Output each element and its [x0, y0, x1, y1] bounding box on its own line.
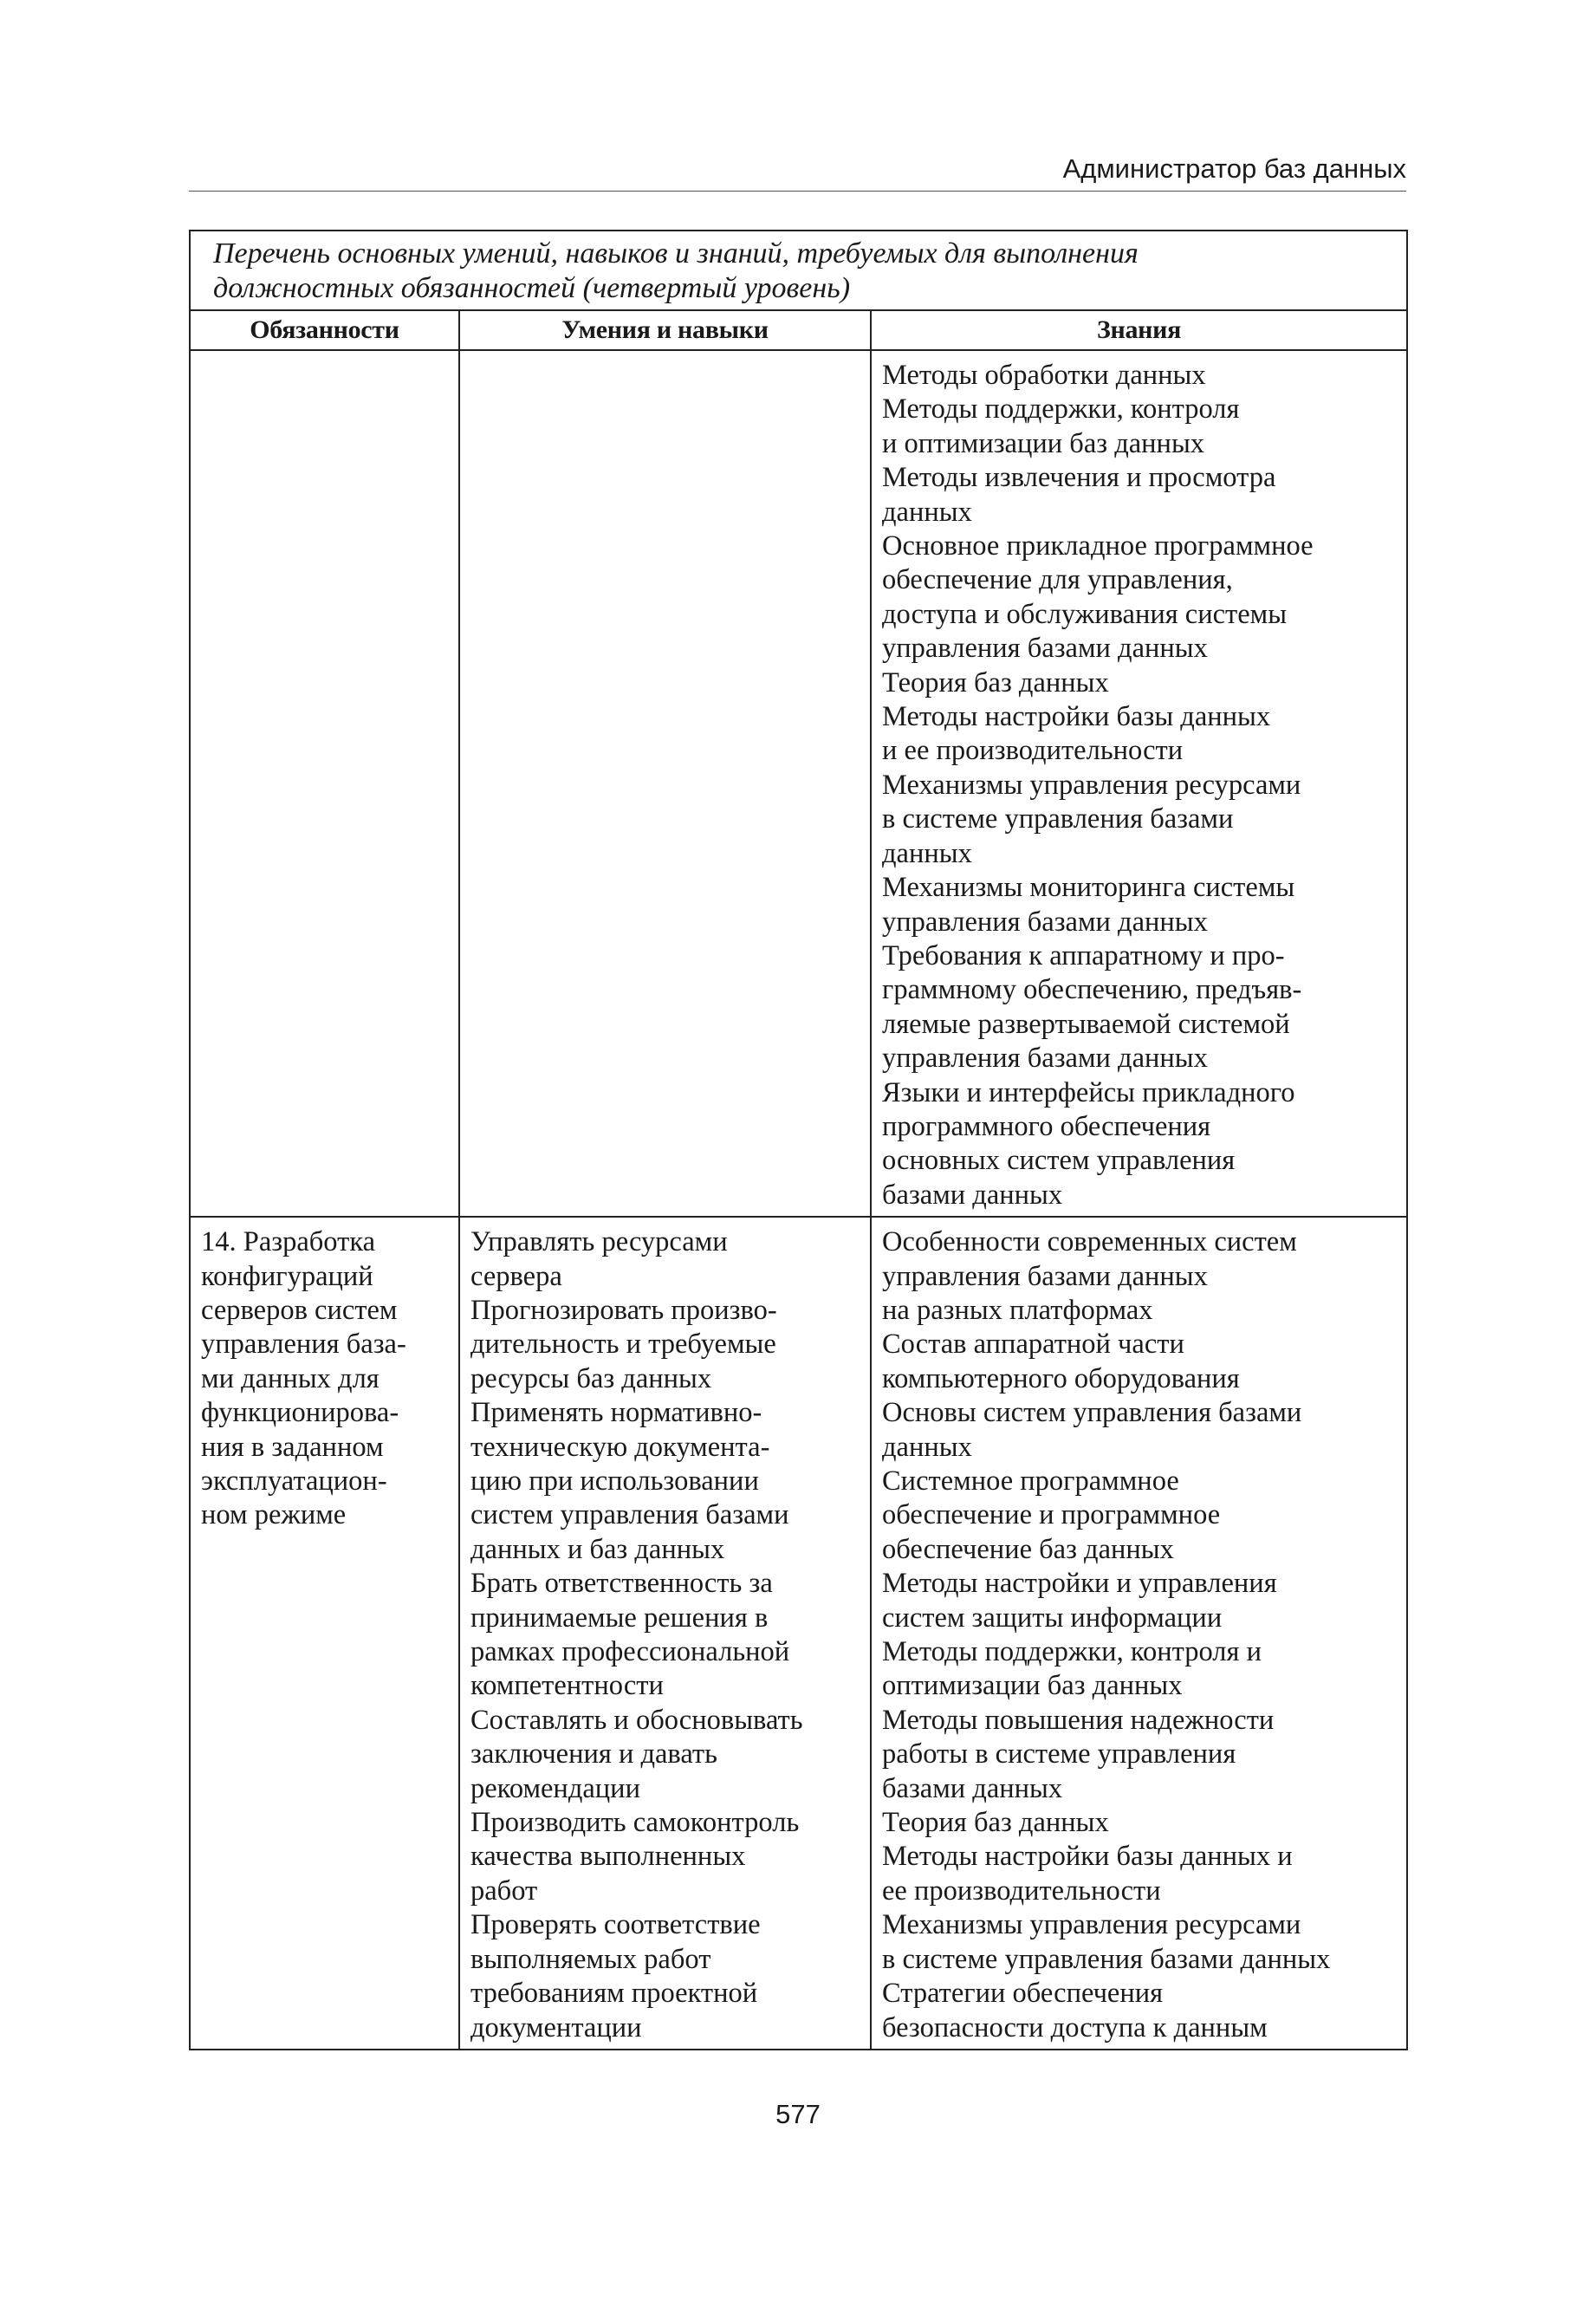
knowledge-line: Методы настройки базы данных: [882, 701, 1271, 733]
knowledge-cell: [871, 350, 1407, 1217]
knowledge-line: базами данных: [882, 1772, 1063, 1804]
duty-line: 14. Разработка: [201, 1226, 376, 1258]
knowledge-line: обеспечение баз данных: [882, 1533, 1174, 1565]
knowledge-line: программного обеспечения: [882, 1110, 1211, 1142]
knowledge-line: Особенности современных систем: [882, 1226, 1297, 1258]
skills-line: Проверять соответствие: [470, 1909, 761, 1941]
table-row: [190, 1217, 1407, 2050]
knowledge-line: на разных платформах: [882, 1294, 1153, 1326]
duty-line: эксплуатацион-: [201, 1465, 387, 1497]
duty-cell: [190, 350, 459, 1217]
skills-line: Прогнозировать произво-: [470, 1294, 777, 1326]
caption-line: Перечень основных умений, навыков и знаний, требуемых для выполнения: [213, 237, 1139, 270]
skills-line: цию при использовании: [470, 1465, 759, 1497]
skills-line: компетентности: [470, 1670, 664, 1702]
table-caption: [190, 231, 1407, 310]
column-header-duties: Обязанности: [190, 310, 459, 350]
duty-line: конфигураций: [201, 1260, 373, 1292]
knowledge-line: Методы повышения надежности: [882, 1704, 1275, 1736]
skills-line: заключения и давать: [470, 1738, 717, 1770]
skills-cell: [459, 1217, 871, 2050]
knowledge-line: компьютерного оборудования: [882, 1362, 1240, 1394]
skills-line: принимаемые решения в: [470, 1602, 769, 1634]
knowledge-cell: [871, 1217, 1407, 2050]
knowledge-line: и оптимизации баз данных: [882, 427, 1205, 459]
skills-line: ресурсы баз данных: [470, 1362, 712, 1394]
skills-line: дительность и требуемые: [470, 1329, 776, 1361]
knowledge-line: работы в системе управления: [882, 1738, 1236, 1770]
knowledge-line: Методы поддержки, контроля и: [882, 1636, 1262, 1668]
knowledge-line: Системное программное: [882, 1465, 1179, 1497]
duty-line: серверов систем: [201, 1294, 398, 1326]
column-header-skills: Умения и навыки: [459, 310, 871, 350]
knowledge-line: Основное прикладное программное: [882, 530, 1314, 562]
skills-line: рамках профессиональной: [470, 1636, 790, 1668]
knowledge-line: доступа и обслуживания системы: [882, 598, 1288, 630]
skills-line: данных и баз данных: [470, 1533, 725, 1565]
knowledge-line: управления базами данных: [882, 1043, 1208, 1075]
skills-line: сервера: [470, 1260, 562, 1292]
skills-line: документации: [470, 2011, 642, 2043]
knowledge-line: оптимизации баз данных: [882, 1670, 1183, 1702]
skills-line: качества выполненных: [470, 1841, 746, 1873]
knowledge-line: управления базами данных: [882, 633, 1208, 665]
knowledge-line: управления базами данных: [882, 906, 1208, 938]
duty-line: ном режиме: [201, 1499, 347, 1531]
skills-line: требованиям проектной: [470, 1978, 758, 2010]
table-row: [190, 350, 1407, 1217]
duty-cell: [190, 1217, 459, 2050]
knowledge-line: обеспечение для управления,: [882, 564, 1233, 596]
skills-line: систем управления базами: [470, 1499, 789, 1531]
skills-line: выполняемых работ: [470, 1943, 711, 1975]
knowledge-line: Методы настройки и управления: [882, 1568, 1277, 1600]
skills-line: Брать ответственность за: [470, 1568, 773, 1600]
knowledge-line: Методы настройки базы данных и: [882, 1841, 1293, 1873]
knowledge-line: управления базами данных: [882, 1260, 1208, 1292]
knowledge-line: Теория баз данных: [882, 1807, 1109, 1839]
caption-line: должностных обязанностей (четвертый уровень): [213, 272, 851, 304]
skills-line: техническую документа-: [470, 1431, 770, 1463]
duty-line: ния в заданном: [201, 1431, 384, 1463]
running-head: [189, 147, 1406, 192]
knowledge-line: Языки и интерфейсы прикладного: [882, 1076, 1295, 1108]
skills-cell: [459, 350, 871, 1217]
knowledge-line: Методы извлечения и просмотра: [882, 462, 1276, 494]
knowledge-line: данных: [882, 1431, 972, 1463]
knowledge-line: Методы обработки данных: [882, 360, 1206, 391]
skills-line: Составлять и обосновывать: [470, 1704, 803, 1736]
knowledge-line: обеспечение и программное: [882, 1499, 1221, 1531]
skills-line: Управлять ресурсами: [470, 1226, 728, 1258]
knowledge-line: безопасности доступа к данным: [882, 2011, 1268, 2043]
running-head-title: Администратор баз данных: [1062, 153, 1406, 184]
knowledge-line: Механизмы мониторинга системы: [882, 872, 1295, 904]
duty-line: функционирова-: [201, 1397, 399, 1429]
knowledge-line: данных: [882, 837, 972, 869]
skills-line: рекомендации: [470, 1772, 640, 1804]
knowledge-line: Теория баз данных: [882, 666, 1109, 698]
duty-line: ми данных для: [201, 1362, 380, 1394]
knowledge-line: ляемые развертываемой системой: [882, 1008, 1290, 1040]
knowledge-line: Стратегии обеспечения: [882, 1978, 1164, 2010]
knowledge-line: основных систем управления: [882, 1145, 1236, 1177]
knowledge-line: в системе управления базами: [882, 803, 1234, 835]
header-row: [190, 310, 1407, 350]
knowledge-line: Механизмы управления ресурсами: [882, 1909, 1301, 1941]
knowledge-line: данных: [882, 496, 972, 528]
knowledge-line: граммному обеспечению, предъяв-: [882, 974, 1302, 1006]
skills-line: Применять нормативно-: [470, 1397, 762, 1429]
knowledge-line: Основы систем управления базами: [882, 1397, 1302, 1429]
caption-row: [190, 231, 1407, 310]
knowledge-line: и ее производительности: [882, 735, 1184, 767]
skills-line: работ: [470, 1874, 538, 1907]
knowledge-line: Состав аппаратной части: [882, 1329, 1184, 1361]
competency-table: [189, 230, 1408, 2050]
skills-line: Производить самоконтроль: [470, 1807, 800, 1839]
knowledge-line: Требования к аппаратному и про-: [882, 939, 1285, 971]
knowledge-line: Механизмы управления ресурсами: [882, 769, 1301, 801]
knowledge-line: Методы поддержки, контроля: [882, 393, 1240, 426]
duty-line: управления база-: [201, 1329, 406, 1361]
page-number: 577: [775, 2099, 821, 2129]
column-header-knowledge: Знания: [871, 310, 1407, 350]
knowledge-line: систем защиты информации: [882, 1602, 1223, 1634]
knowledge-line: базами данных: [882, 1179, 1063, 1211]
knowledge-line: в системе управления базами данных: [882, 1943, 1331, 1975]
knowledge-line: ее производительности: [882, 1874, 1161, 1907]
